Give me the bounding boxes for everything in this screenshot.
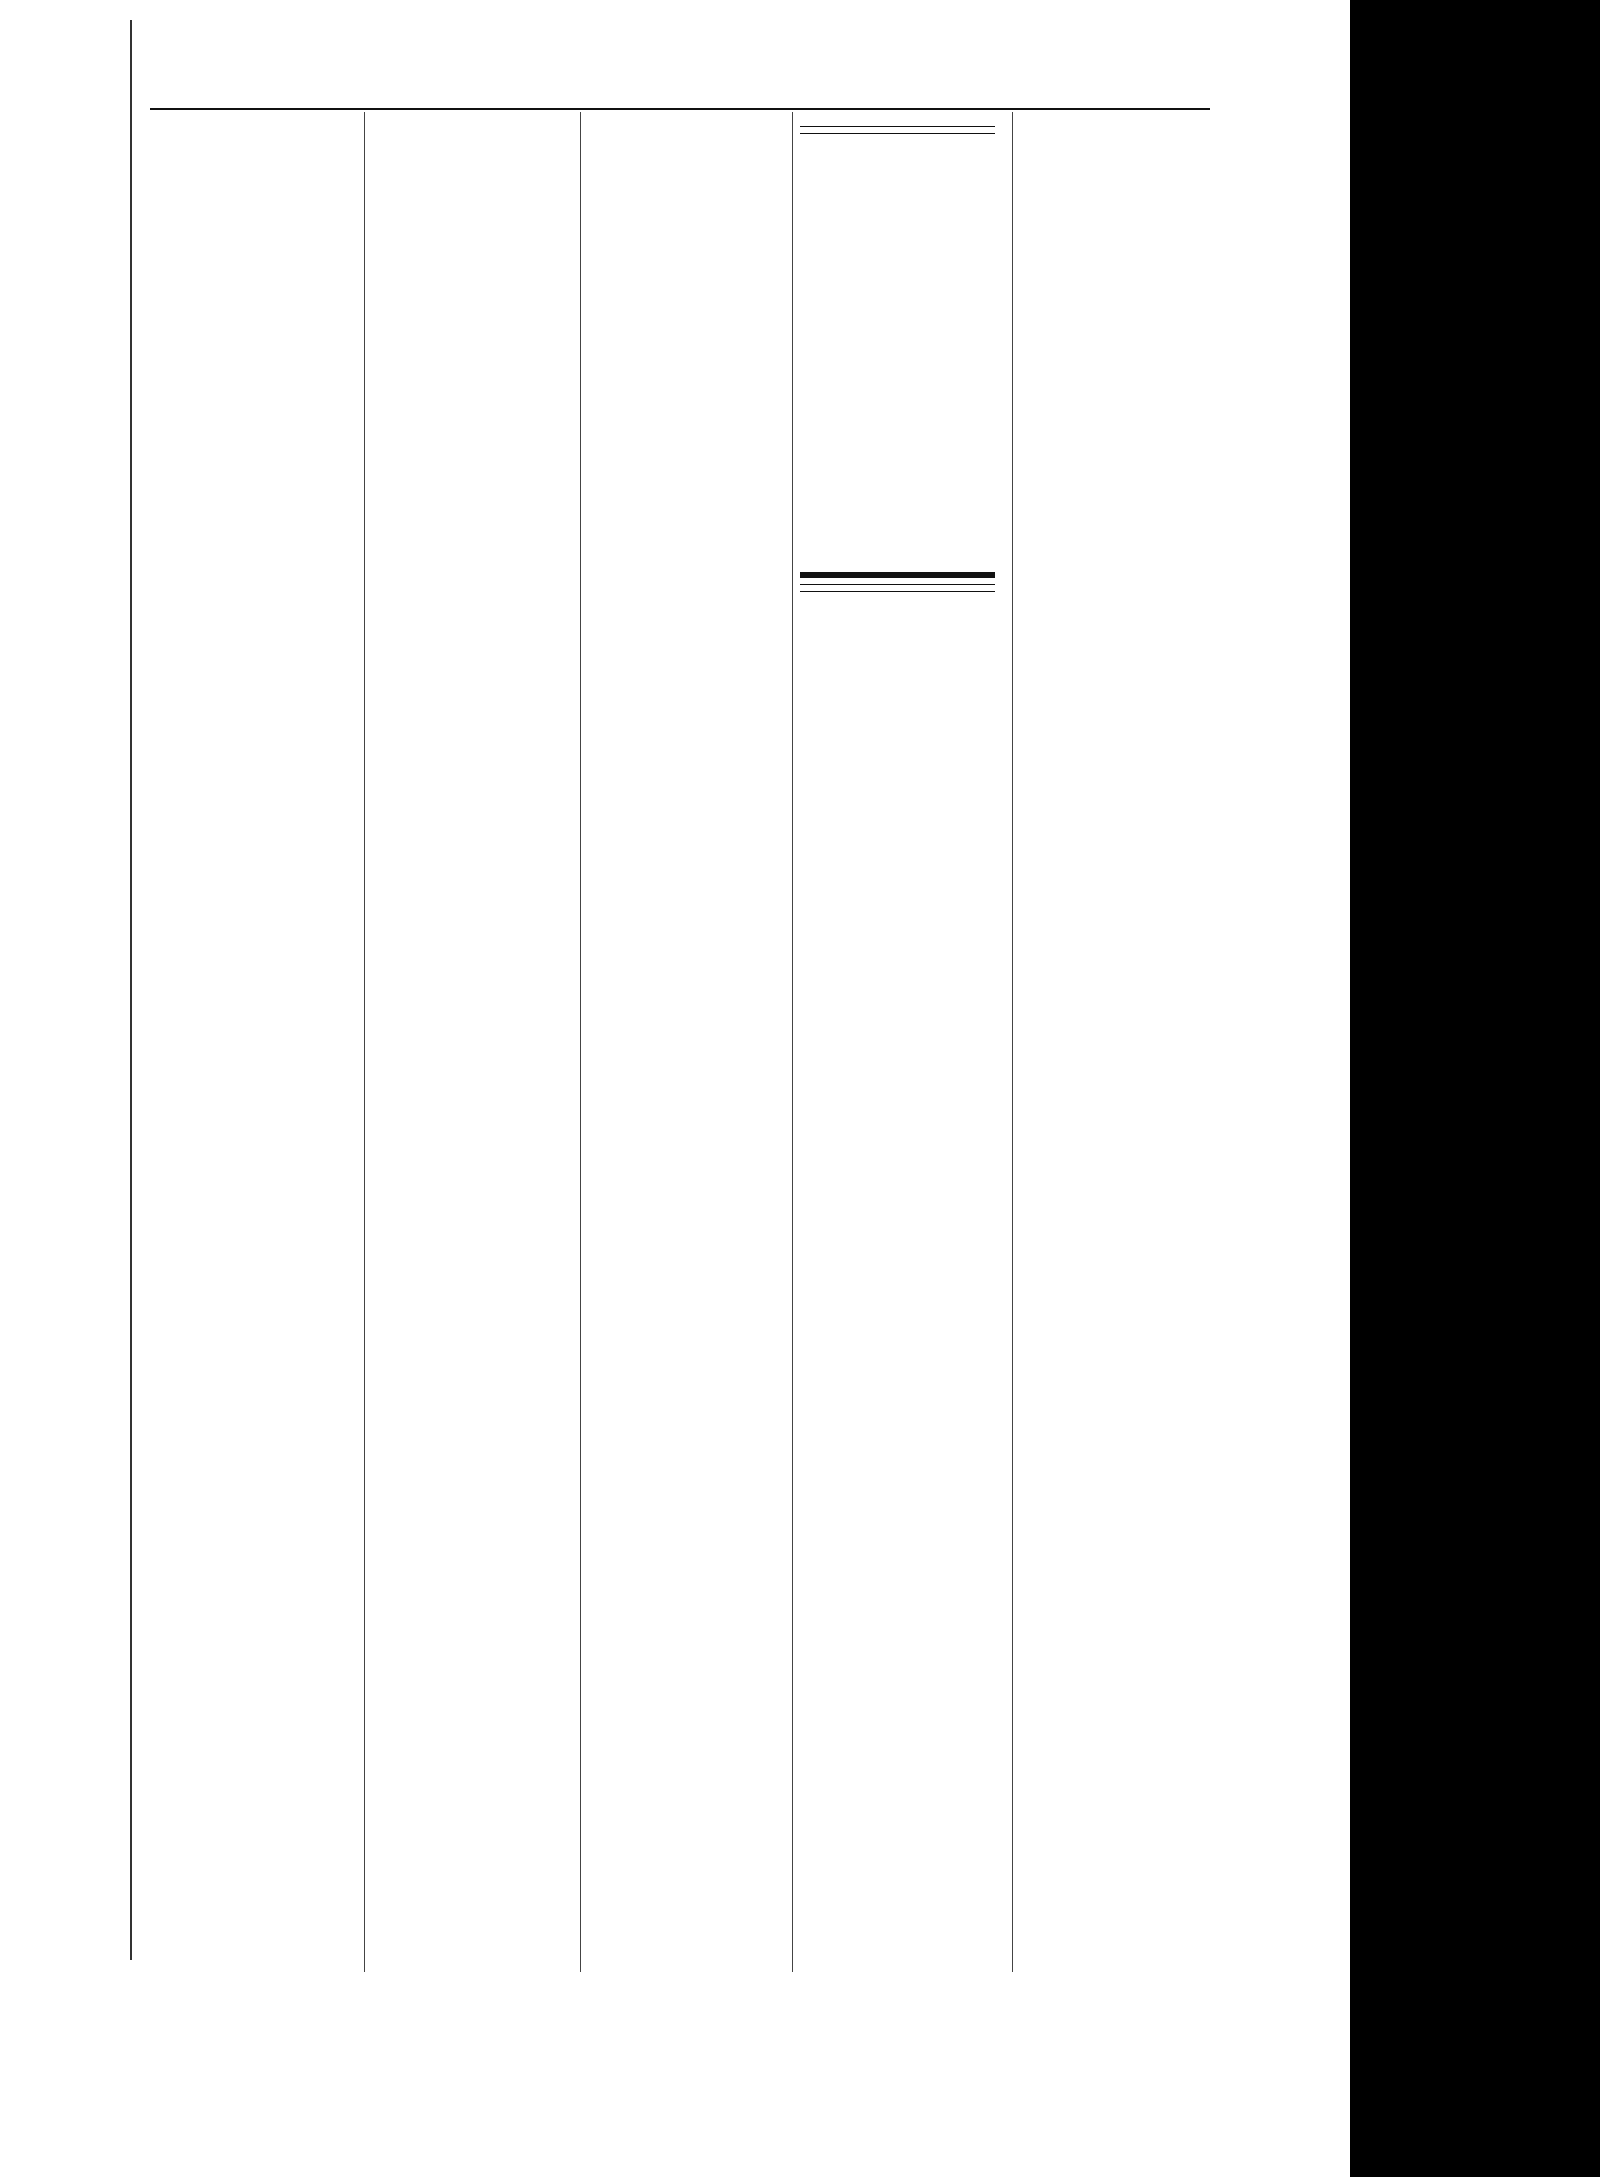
directory-column-4 — [800, 120, 995, 1980]
left-page-fragments — [0, 0, 140, 122]
column-divider — [792, 112, 793, 1972]
column-divider — [364, 112, 365, 1972]
directory-column-1 — [150, 120, 355, 1980]
street-map — [800, 138, 995, 568]
scan-edge — [1350, 0, 1600, 2177]
directory-column-5 — [1030, 120, 1220, 1980]
directory-column-2 — [372, 120, 577, 1980]
street-map-svg — [800, 138, 995, 568]
header-rule — [150, 108, 1210, 110]
left-page-spine — [0, 0, 140, 1970]
section-heading — [800, 126, 995, 134]
ad-banner — [800, 572, 995, 578]
subsection-heading — [800, 584, 995, 592]
directory-column-3 — [585, 120, 775, 1980]
column-divider — [580, 112, 581, 1972]
spine-divider — [130, 20, 132, 1960]
column-divider — [1012, 112, 1013, 1972]
